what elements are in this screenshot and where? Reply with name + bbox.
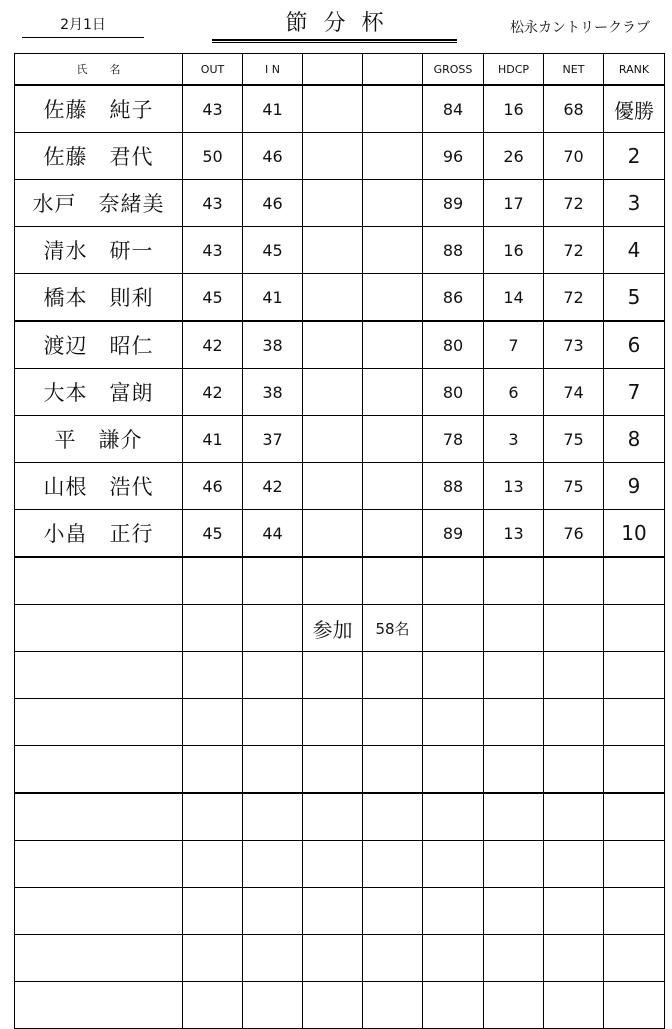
empty-cell (423, 746, 484, 794)
empty-cell (303, 746, 363, 794)
col-header-blank-2 (363, 54, 423, 86)
cell-name: 佐藤 純子 (15, 85, 183, 133)
empty-cell (243, 841, 303, 888)
cell-in: 42 (243, 463, 303, 510)
empty-cell (604, 888, 665, 935)
cell-hdcp: 3 (484, 416, 544, 463)
participation-count: 58名 (363, 605, 423, 652)
cell-gross: 80 (423, 321, 484, 369)
cell-net: 70 (544, 133, 604, 180)
cell-hdcp: 7 (484, 321, 544, 369)
empty-cell (423, 557, 484, 605)
empty-cell (303, 841, 363, 888)
title-underline-thin (212, 42, 457, 43)
cell-out: 45 (183, 274, 243, 322)
empty-cell (423, 888, 484, 935)
title-underline-thick (212, 39, 457, 41)
empty-cell (363, 982, 423, 1029)
empty-cell (484, 699, 544, 746)
empty-cell (183, 605, 243, 652)
header-row (15, 54, 665, 86)
empty-row (15, 652, 665, 699)
empty-cell (544, 935, 604, 982)
cell-out: 50 (183, 133, 243, 180)
empty-cell (243, 793, 303, 841)
empty-cell (363, 652, 423, 699)
result-row (15, 416, 665, 463)
empty-cell (484, 652, 544, 699)
result-row (15, 133, 665, 180)
cell-name: 渡辺 昭仁 (15, 321, 183, 369)
cell-rank: 優勝 (604, 85, 665, 133)
cell-gross: 78 (423, 416, 484, 463)
empty-cell (303, 180, 363, 227)
cell-name: 佐藤 君代 (15, 133, 183, 180)
empty-cell (363, 227, 423, 274)
empty-cell (544, 652, 604, 699)
cell-name: 水戸 奈緒美 (15, 180, 183, 227)
empty-cell (303, 793, 363, 841)
empty-row (15, 982, 665, 1029)
empty-row (15, 793, 665, 841)
col-header-rank: RANK (604, 54, 665, 86)
cell-rank: 8 (604, 416, 665, 463)
empty-cell (15, 982, 183, 1029)
empty-cell (243, 982, 303, 1029)
cell-rank: 4 (604, 227, 665, 274)
cell-gross: 80 (423, 369, 484, 416)
cell-hdcp: 17 (484, 180, 544, 227)
cell-rank: 3 (604, 180, 665, 227)
empty-cell (363, 935, 423, 982)
empty-cell (15, 699, 183, 746)
cell-rank: 5 (604, 274, 665, 322)
empty-cell (303, 274, 363, 322)
cell-hdcp: 16 (484, 85, 544, 133)
results-table (14, 53, 665, 1029)
empty-cell (183, 935, 243, 982)
empty-cell (303, 85, 363, 133)
empty-cell (183, 982, 243, 1029)
cell-name: 橋本 則利 (15, 274, 183, 322)
empty-cell (423, 793, 484, 841)
empty-cell (363, 416, 423, 463)
empty-cell (15, 605, 183, 652)
cell-in: 37 (243, 416, 303, 463)
empty-cell (303, 510, 363, 558)
cell-gross: 96 (423, 133, 484, 180)
empty-cell (544, 699, 604, 746)
empty-cell (183, 793, 243, 841)
empty-cell (544, 605, 604, 652)
cell-net: 72 (544, 274, 604, 322)
empty-cell (243, 888, 303, 935)
date-underline (22, 37, 144, 38)
empty-cell (604, 793, 665, 841)
cell-name: 平 謙介 (15, 416, 183, 463)
empty-cell (243, 746, 303, 794)
empty-cell (243, 652, 303, 699)
cell-in: 41 (243, 85, 303, 133)
empty-cell (423, 605, 484, 652)
empty-cell (484, 605, 544, 652)
empty-cell (363, 85, 423, 133)
cell-gross: 88 (423, 227, 484, 274)
cell-net: 72 (544, 180, 604, 227)
cell-gross: 89 (423, 180, 484, 227)
empty-cell (484, 982, 544, 1029)
cell-rank: 10 (604, 510, 665, 558)
event-title: 節分杯 (285, 11, 400, 36)
empty-row (15, 841, 665, 888)
empty-cell (183, 746, 243, 794)
empty-cell (604, 652, 665, 699)
col-header-blank-1 (303, 54, 363, 86)
cell-net: 72 (544, 227, 604, 274)
cell-in: 38 (243, 369, 303, 416)
empty-cell (15, 557, 183, 605)
cell-in: 41 (243, 274, 303, 322)
cell-in: 46 (243, 133, 303, 180)
cell-hdcp: 6 (484, 369, 544, 416)
club-name: 松永カントリークラブ (510, 20, 650, 36)
cell-net: 75 (544, 463, 604, 510)
empty-cell (183, 841, 243, 888)
cell-hdcp: 26 (484, 133, 544, 180)
cell-out: 43 (183, 85, 243, 133)
empty-cell (303, 416, 363, 463)
empty-cell (243, 605, 303, 652)
empty-cell (183, 652, 243, 699)
empty-cell (363, 510, 423, 558)
empty-cell (604, 841, 665, 888)
cell-gross: 84 (423, 85, 484, 133)
cell-rank: 9 (604, 463, 665, 510)
empty-row (15, 699, 665, 746)
empty-cell (15, 793, 183, 841)
cell-net: 75 (544, 416, 604, 463)
empty-row (15, 935, 665, 982)
cell-gross: 86 (423, 274, 484, 322)
cell-out: 42 (183, 369, 243, 416)
empty-cell (15, 746, 183, 794)
result-row (15, 369, 665, 416)
cell-out: 42 (183, 321, 243, 369)
col-header-in: I N (243, 54, 303, 86)
empty-row (15, 746, 665, 794)
empty-cell (484, 935, 544, 982)
empty-row (15, 605, 665, 652)
empty-cell (15, 652, 183, 699)
empty-cell (604, 699, 665, 746)
cell-gross: 89 (423, 510, 484, 558)
empty-cell (604, 557, 665, 605)
cell-in: 45 (243, 227, 303, 274)
empty-cell (183, 557, 243, 605)
cell-out: 46 (183, 463, 243, 510)
empty-cell (15, 935, 183, 982)
empty-cell (303, 321, 363, 369)
cell-out: 45 (183, 510, 243, 558)
empty-cell (363, 888, 423, 935)
empty-cell (544, 746, 604, 794)
cell-rank: 2 (604, 133, 665, 180)
empty-cell (183, 888, 243, 935)
cell-net: 68 (544, 85, 604, 133)
empty-cell (423, 652, 484, 699)
empty-cell (544, 888, 604, 935)
results-body (15, 85, 665, 1029)
cell-rank: 6 (604, 321, 665, 369)
empty-cell (303, 699, 363, 746)
empty-cell (303, 557, 363, 605)
col-header-net: NET (544, 54, 604, 86)
empty-cell (363, 746, 423, 794)
empty-cell (303, 463, 363, 510)
cell-out: 43 (183, 227, 243, 274)
empty-cell (363, 699, 423, 746)
empty-cell (423, 982, 484, 1029)
cell-net: 73 (544, 321, 604, 369)
empty-cell (544, 982, 604, 1029)
empty-cell (484, 557, 544, 605)
empty-row (15, 557, 665, 605)
cell-in: 38 (243, 321, 303, 369)
cell-rank: 7 (604, 369, 665, 416)
empty-cell (303, 369, 363, 416)
empty-cell (303, 227, 363, 274)
empty-cell (303, 888, 363, 935)
empty-cell (303, 935, 363, 982)
empty-cell (544, 841, 604, 888)
empty-cell (363, 793, 423, 841)
empty-cell (15, 888, 183, 935)
empty-cell (363, 557, 423, 605)
empty-cell (604, 982, 665, 1029)
empty-cell (484, 793, 544, 841)
result-row (15, 321, 665, 369)
col-header-gross: GROSS (423, 54, 484, 86)
cell-out: 41 (183, 416, 243, 463)
result-row (15, 85, 665, 133)
result-row (15, 510, 665, 558)
col-header-out: OUT (183, 54, 243, 86)
cell-in: 46 (243, 180, 303, 227)
empty-cell (303, 133, 363, 180)
cell-name: 山根 浩代 (15, 463, 183, 510)
empty-cell (484, 888, 544, 935)
cell-name: 小畠 正行 (15, 510, 183, 558)
empty-cell (423, 935, 484, 982)
cell-out: 43 (183, 180, 243, 227)
cell-name: 大本 富朗 (15, 369, 183, 416)
col-header-name: 氏 名 (15, 54, 183, 86)
cell-hdcp: 16 (484, 227, 544, 274)
empty-cell (303, 652, 363, 699)
empty-cell (363, 841, 423, 888)
empty-cell (363, 274, 423, 322)
col-header-hdcp: HDCP (484, 54, 544, 86)
empty-cell (243, 935, 303, 982)
empty-cell (363, 321, 423, 369)
empty-cell (243, 699, 303, 746)
result-row (15, 180, 665, 227)
empty-cell (363, 369, 423, 416)
empty-cell (303, 982, 363, 1029)
empty-cell (363, 133, 423, 180)
empty-cell (484, 746, 544, 794)
cell-hdcp: 13 (484, 463, 544, 510)
participation-label: 参加 (303, 605, 363, 652)
empty-cell (544, 793, 604, 841)
empty-cell (604, 935, 665, 982)
result-row (15, 227, 665, 274)
empty-cell (484, 841, 544, 888)
cell-in: 44 (243, 510, 303, 558)
cell-hdcp: 13 (484, 510, 544, 558)
cell-name: 清水 研一 (15, 227, 183, 274)
empty-cell (604, 605, 665, 652)
cell-gross: 88 (423, 463, 484, 510)
result-row (15, 274, 665, 322)
empty-cell (604, 746, 665, 794)
empty-cell (363, 463, 423, 510)
empty-cell (423, 841, 484, 888)
cell-hdcp: 14 (484, 274, 544, 322)
empty-row (15, 888, 665, 935)
empty-cell (423, 699, 484, 746)
empty-cell (363, 180, 423, 227)
empty-cell (544, 557, 604, 605)
result-row (15, 463, 665, 510)
empty-cell (183, 699, 243, 746)
event-date: 2月1日 (60, 17, 106, 33)
cell-net: 76 (544, 510, 604, 558)
cell-net: 74 (544, 369, 604, 416)
empty-cell (15, 841, 183, 888)
empty-cell (243, 557, 303, 605)
